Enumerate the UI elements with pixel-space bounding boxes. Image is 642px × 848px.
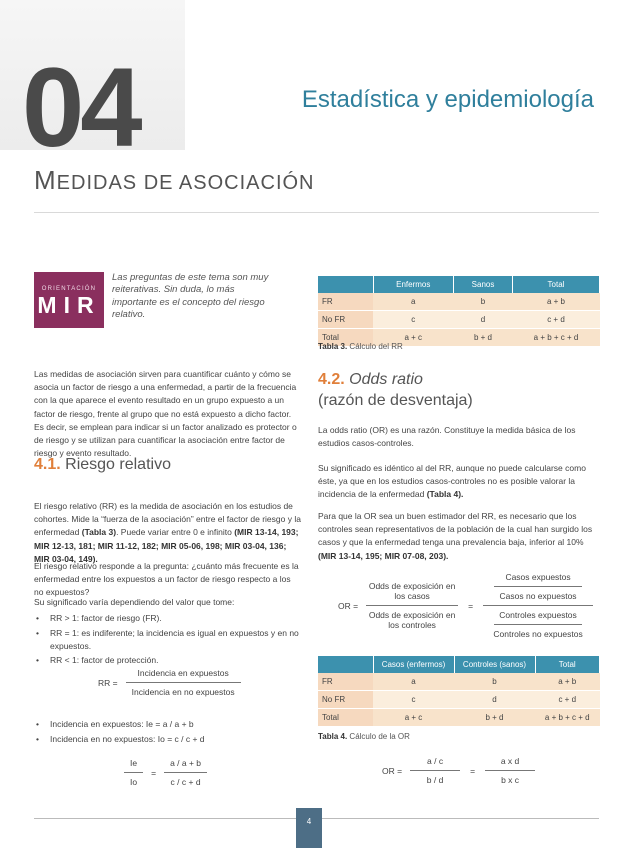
formula-denominator: Incidencia en no expuestos <box>131 687 235 697</box>
fraction-line <box>494 624 582 625</box>
row-header: No FR <box>318 691 373 709</box>
table-reference: (Tabla 4). <box>426 489 464 500</box>
row-header: Total <box>318 329 373 347</box>
table-header <box>318 656 373 673</box>
final-right-numerator: a x d <box>500 756 520 766</box>
fraction-line <box>124 772 143 773</box>
or-definition-paragraph: La odds ratio (OR) es una razón. Constituye la medida básica de los estudios casos-controles. <box>318 425 576 449</box>
list-item: • RR < 1: factor de protección. <box>34 654 302 667</box>
equals-sign: = <box>468 600 474 611</box>
equals-sign: = <box>151 767 157 778</box>
ratio-denominator-right: c / c + d <box>170 777 201 787</box>
final-mid-numerator: a / c <box>427 756 444 766</box>
mir-references: (MIR 13-14, 193; MIR 12-13, 181; MIR 11-12, 182; MIR 05-06, 198; MIR 03-04, 136; MIR 03-04, 149). <box>34 527 299 564</box>
table-header: Total <box>513 276 600 293</box>
intro-paragraph: Las medidas de asociación sirven para cuantificar cuánto y cómo se asocia un factor de riesgo a una enfermedad, a partir de la frecuencia con la que aparece el evento resultado en un grupo expuesto a un factor de riesgo, frente al grupo que no está expuesto a dicho factor. Es decir, se emplean para indicar si un factor analizado es protector o de riesgo y se utilizan para cuantificar la asociación entre factor de riesgo y evento resultado. <box>34 369 297 459</box>
section-4-2-heading <box>318 370 600 412</box>
controls-exposed: Controles expuestos <box>499 610 577 620</box>
table-cell: c + d <box>535 691 600 709</box>
incidence-ratio-formula <box>124 758 207 787</box>
fraction-line <box>164 772 207 773</box>
list-item: • RR > 1: factor de riesgo (FR). <box>34 612 302 625</box>
table-cell: a + c <box>373 709 454 727</box>
table-row <box>318 293 600 311</box>
or-meaning-paragraph <box>318 462 600 502</box>
section-title-italic: Odds ratio <box>349 371 423 388</box>
title-divider <box>34 212 599 213</box>
table-cell: c <box>373 691 454 709</box>
table-4-caption <box>318 732 410 741</box>
caption-text: Cálculo de la OR <box>347 732 410 741</box>
table-3-caption <box>318 342 403 351</box>
rr-meaning-paragraph: Su significado varía dependiendo del valor que tome: <box>34 597 235 607</box>
caption-text: Cálculo del RR <box>347 342 403 351</box>
table-cell: d <box>454 311 513 329</box>
table-header: Controles (sanos) <box>454 656 535 673</box>
chapter-title <box>34 165 315 196</box>
incidence-list <box>34 718 302 748</box>
table-4 <box>318 656 600 727</box>
table-header: Total <box>535 656 600 673</box>
table-cell: a + b + c + d <box>513 329 600 347</box>
table-reference: (Tabla 3) <box>81 527 117 538</box>
fraction-line <box>494 586 582 587</box>
table-header <box>318 276 373 293</box>
table-header: Sanos <box>454 276 513 293</box>
table-cell: a <box>373 293 454 311</box>
table-cell: a + c <box>373 329 454 347</box>
mir-references: (MIR 13-14, 195; MIR 07-08, 203). <box>318 550 449 561</box>
formula-lhs: OR = <box>338 600 359 611</box>
caption-label: Tabla 4. <box>318 732 348 741</box>
cases-exposed: Casos expuestos <box>505 572 571 582</box>
ratio-numerator-left: Ie <box>130 758 138 768</box>
row-header: No FR <box>318 311 373 329</box>
table-cell: a <box>373 673 454 691</box>
row-header: Total <box>318 709 373 727</box>
table-row <box>318 691 600 709</box>
page-number: 4 <box>296 808 322 848</box>
section-number: 4.1. <box>34 456 61 473</box>
or-estimator-text: Para que la OR sea un buen estimador del RR, es necesario que los controles sean representativos de la población de la cual han surgido los casos y que la enfermedad tenga una prevalencia baja, inferior al 10% <box>318 511 593 548</box>
odds-controls: Odds de exposición en los controles <box>368 610 456 630</box>
section-title: Riesgo relativo <box>65 456 171 473</box>
list-item: • RR = 1: es indiferente; la incidencia es igual en expuestos y en no expuestos. <box>34 627 302 653</box>
rr-question-paragraph: El riesgo relativo responde a la pregunta: ¿cuánto más frecuente es la enfermedad entre los expuestos a un factor de riesgo respecto a los no expuestos? <box>34 561 299 598</box>
row-header: FR <box>318 293 373 311</box>
orientation-label: ORIENTACIÓN <box>41 286 97 292</box>
equals-sign: = <box>470 765 476 776</box>
or-estimator-paragraph <box>318 510 600 563</box>
section-number: 4.2. <box>318 371 345 388</box>
mir-label: MIR <box>37 292 101 318</box>
rr-values-list <box>34 612 302 669</box>
table-cell: a + b <box>513 293 600 311</box>
cases-unexposed: Casos no expuestos <box>499 591 577 601</box>
or-meaning-text: Su significado es idéntico al del RR, aunque no puede calcularse como éste, ya que en los estudios casos-controles no es posible valorar la incidencia de la enfermedad <box>318 463 586 500</box>
orientation-note: Las preguntas de este tema son muy reiterativas. Sin duda, lo más importante es el concepto del riesgo relativo. <box>112 272 269 321</box>
list-item: • Incidencia en no expuestos: Io = c / c + d <box>34 733 302 746</box>
table-cell: c + d <box>513 311 600 329</box>
section-4-1-heading <box>34 456 171 474</box>
rr-range-text: . Puede variar entre 0 e infinito <box>116 527 232 538</box>
rr-formula <box>98 668 241 697</box>
table-3 <box>318 276 600 347</box>
final-mid-denominator: b / d <box>426 775 444 785</box>
table-cell: c <box>373 311 454 329</box>
table-header: Casos (enfermos) <box>373 656 454 673</box>
table-row <box>318 709 600 727</box>
or-final-formula <box>382 756 535 785</box>
chapter-title-rest: EDIDAS DE ASOCIACIÓN <box>56 172 315 194</box>
fraction-line <box>126 682 241 683</box>
table-cell: b + d <box>454 329 513 347</box>
list-item: • Incidencia en expuestos: Ie = a / a + b <box>34 718 302 731</box>
formula-lhs: OR = <box>382 765 403 776</box>
table-row <box>318 673 600 691</box>
rr-definition-text: El riesgo relativo (RR) es la medida de asociación en los estudios de cohortes. Mide la “fuerza de la asociación” entre el factor de riesgo y la enfermedad <box>34 501 301 538</box>
chapter-number: 04 <box>22 45 139 170</box>
formula-numerator: Incidencia en expuestos <box>137 668 229 678</box>
table-cell: b + d <box>454 709 535 727</box>
fraction-line <box>485 770 535 771</box>
controls-unexposed: Controles no expuestos <box>493 629 583 639</box>
ratio-numerator-right: a / a + b <box>170 758 202 768</box>
table-header: Enfermos <box>373 276 454 293</box>
final-right-denominator: b x c <box>501 775 520 785</box>
chapter-title-initial: M <box>34 165 57 195</box>
table-cell: b <box>454 673 535 691</box>
subject-title: Estadística y epidemiología <box>301 86 594 113</box>
section-title-rest: (razón de desventaja) <box>318 391 473 409</box>
table-cell: d <box>454 691 535 709</box>
formula-lhs: RR = <box>98 677 118 688</box>
fraction-line-main <box>483 605 593 606</box>
table-row <box>318 311 600 329</box>
caption-label: Tabla 3. <box>318 342 348 351</box>
table-cell: a + b <box>535 673 600 691</box>
ratio-denominator-left: Io <box>130 777 138 787</box>
rr-definition-paragraph <box>34 500 302 566</box>
table-cell: b <box>454 293 513 311</box>
row-header: FR <box>318 673 373 691</box>
table-cell: a + b + c + d <box>535 709 600 727</box>
or-odds-formula <box>338 572 593 639</box>
odds-cases: Odds de exposición en los casos <box>368 581 456 601</box>
fraction-line <box>410 770 460 771</box>
orientation-mir-badge <box>34 272 104 328</box>
fraction-line <box>366 605 458 606</box>
